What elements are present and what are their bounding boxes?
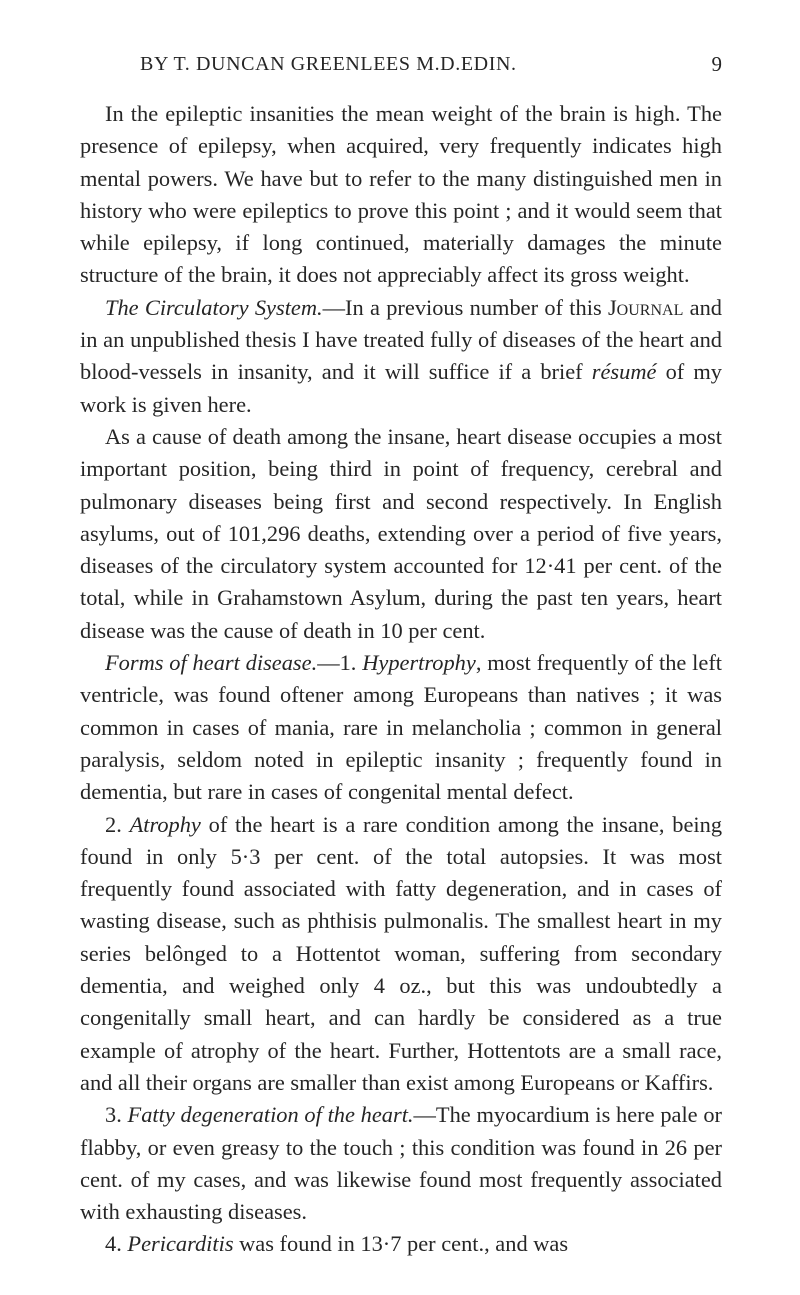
paragraph-text: of my work is given here. (80, 359, 723, 417)
running-head: BY T. DUNCAN GREENLEES M.D.EDIN. (140, 53, 517, 75)
paragraph-text: and in an unpublished thesis I have treated fully of diseases of the heart and blood-vessels in insanity, and it will suffice if a brief (80, 294, 722, 385)
paragraph-fatty-degeneration (80, 1099, 722, 1228)
item-number: —1. (317, 650, 363, 676)
paragraph-text: was found in 13·7 per cent., and was (233, 1231, 569, 1257)
page-header (80, 0, 722, 98)
body-text (80, 98, 722, 1261)
paragraph-hypertrophy (80, 647, 722, 808)
paragraph-pericarditis (80, 1228, 722, 1260)
item-number: 2. (105, 811, 130, 837)
item-term: Fatty degeneration of the heart. (127, 1102, 414, 1128)
journal-name: Journal (607, 294, 684, 320)
paragraph-circulatory-system (80, 292, 722, 421)
item-term: Hypertrophy (362, 650, 476, 676)
item-number: 4. (105, 1231, 128, 1257)
paragraph-text: of the heart is a rare condition among the insane, being found in only 5·3 per cent. of the total autopsies. It was most frequently found associated with fatty degeneration, and in cases of wasting disease, such as phthisis pulmonalis. The smallest heart in my series belônged to a Hottentot woman, suffering from secondary dementia, and weighed only 4 oz., but this was undoubtedly a congenitally small heart, and can hardly be considered as a true example of atrophy of the heart. Further, Hottentots are a small race, and all their organs are smaller than exist among Europeans or Kaffirs. (80, 811, 723, 1095)
paragraph-text: As a cause of death among the insane, heart disease occupies a most important position, being third in point of frequency, cerebral and pulmonary diseases being first and second respectively. In English asylums, out of 101,296 deaths, extending over a period of five years, diseases of the circulatory system accounted for 12·41 per cent. of the total, while in Grahamstown Asylum, during the past ten years, heart disease was the cause of death in 10 per cent. (80, 423, 722, 643)
paragraph-text: —In a previous number of this (322, 294, 608, 320)
page-number: 9 (711, 52, 722, 76)
paragraph-atrophy (80, 809, 722, 1100)
paragraph-text: In the epileptic insanities the mean weight of the brain is high. The presence of epilepsy, when acquired, very frequently indicates high mental powers. We have but to refer to the many distinguished men in history who were epileptics to prove this point ; and it would seem that while epilepsy, if long continued, materially damages the minute structure of the brain, it does not appreciably affect its gross weight. (80, 101, 722, 288)
paragraph-cause-of-death (80, 421, 722, 647)
book-page (80, 0, 722, 1261)
paragraph-text: —The myocardium is here pale or flabby, or even greasy to the touch ; this condition was found in 26 per cent. of my cases, and was likewise found most frequently associated with exhausting diseases. (80, 1102, 723, 1225)
paragraph-text: , most frequently of the left ventricle, was found oftener among Europeans than natives ; it was common in cases of mania, rare in melancholia ; common in general paralysis, seldom noted in epileptic insanity ; frequently found in dementia, but rare in cases of congenital mental defect. (80, 650, 722, 805)
paragraph-epileptic-insanities (80, 98, 722, 292)
item-term: Pericarditis (127, 1231, 234, 1257)
section-heading: Forms of heart disease. (105, 650, 318, 676)
item-term: Atrophy (129, 811, 201, 837)
section-heading: The Circulatory System. (105, 294, 323, 320)
resume-term: résumé (591, 359, 657, 385)
item-number: 3. (105, 1102, 128, 1128)
